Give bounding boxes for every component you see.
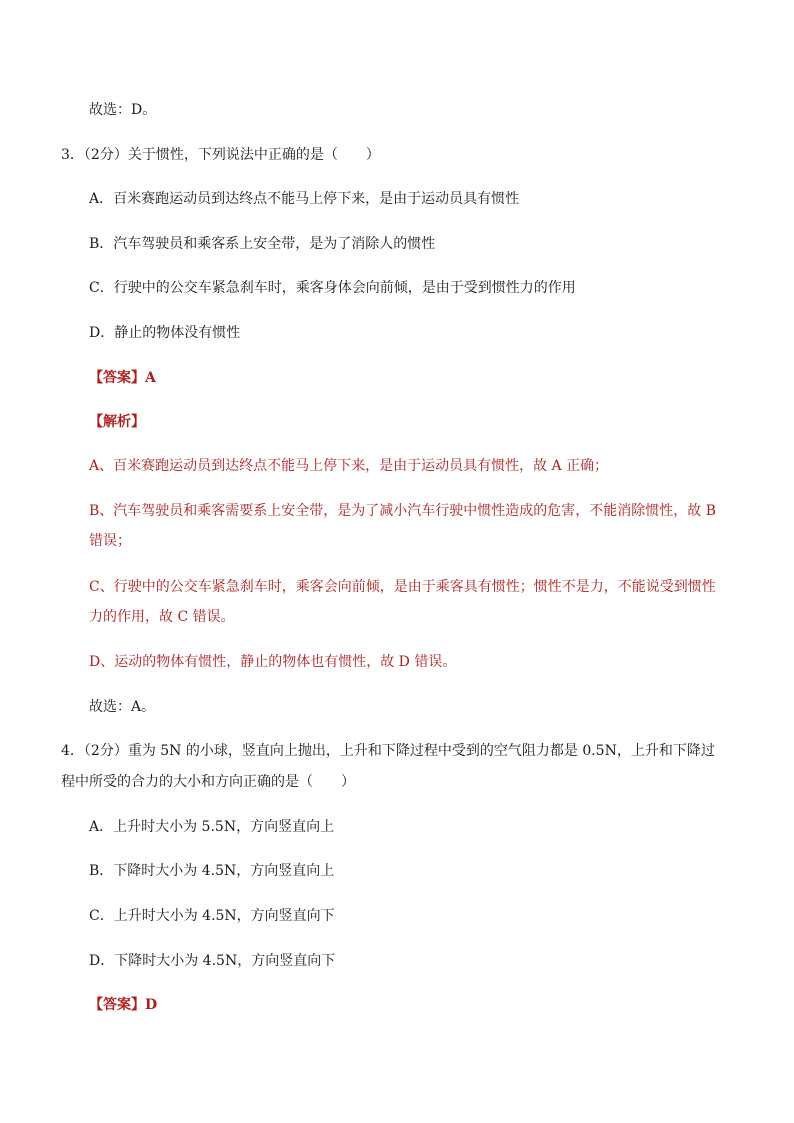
q4-answer: 【答案】D	[89, 997, 158, 1013]
q4-stem-line2: 程中所受的合力的大小和方向正确的是（ ）	[61, 774, 355, 790]
q3-conclusion: 故选：A。	[89, 699, 156, 715]
q3-answer: 【答案】A	[89, 370, 156, 386]
q3-analysis-b-cont: 错误；	[89, 533, 131, 549]
q3-analysis-c-cont: 力的作用，故 C 错误。	[89, 609, 235, 625]
q3-option-d: D．静止的物体没有惯性	[89, 325, 241, 341]
q3-option-a: A．百米赛跑运动员到达终点不能马上停下来，是由于运动员具有惯性	[89, 191, 520, 207]
q3-analysis-c: C、行驶中的公交车紧急刹车时，乘客会向前倾，是由于乘客具有惯性；惯性不是力，不能说受到惯性	[89, 579, 716, 595]
q4-option-a: A．上升时大小为 5.5N，方向竖直向上	[89, 819, 335, 835]
prev-conclusion: 故选：D。	[89, 102, 157, 118]
q4-option-c: C．上升时大小为 4.5N，方向竖直向下	[89, 908, 335, 924]
q3-analysis-a: A、百米赛跑运动员到达终点不能马上停下来，是由于运动员具有惯性，故 A 正确；	[89, 458, 609, 474]
q3-analysis-label: 【解析】	[89, 414, 145, 430]
q3-option-c: C．行驶中的公交车紧急刹车时，乘客身体会向前倾，是由于受到惯性力的作用	[89, 280, 576, 296]
q4-option-d: D．下降时大小为 4.5N，方向竖直向下	[89, 953, 336, 969]
q3-stem: 3．（2分）关于惯性，下列说法中正确的是（ ）	[61, 147, 380, 163]
q3-analysis-b: B、汽车驾驶员和乘客需要系上安全带，是为了减小汽车行驶中惯性造成的危害，不能消除惯性，故 B	[89, 503, 717, 519]
q3-option-b: B．汽车驾驶员和乘客系上安全带，是为了消除人的惯性	[89, 236, 436, 252]
q3-analysis-d: D、运动的物体有惯性，静止的物体也有惯性，故 D 错误。	[89, 654, 457, 670]
q4-option-b: B．下降时大小为 4.5N，方向竖直向上	[89, 863, 335, 879]
q4-stem-line1: 4．（2分）重为 5N 的小球，竖直向上抛出，上升和下降过程中受到的空气阻力都是 0.5N，上升和下降过	[61, 743, 715, 759]
